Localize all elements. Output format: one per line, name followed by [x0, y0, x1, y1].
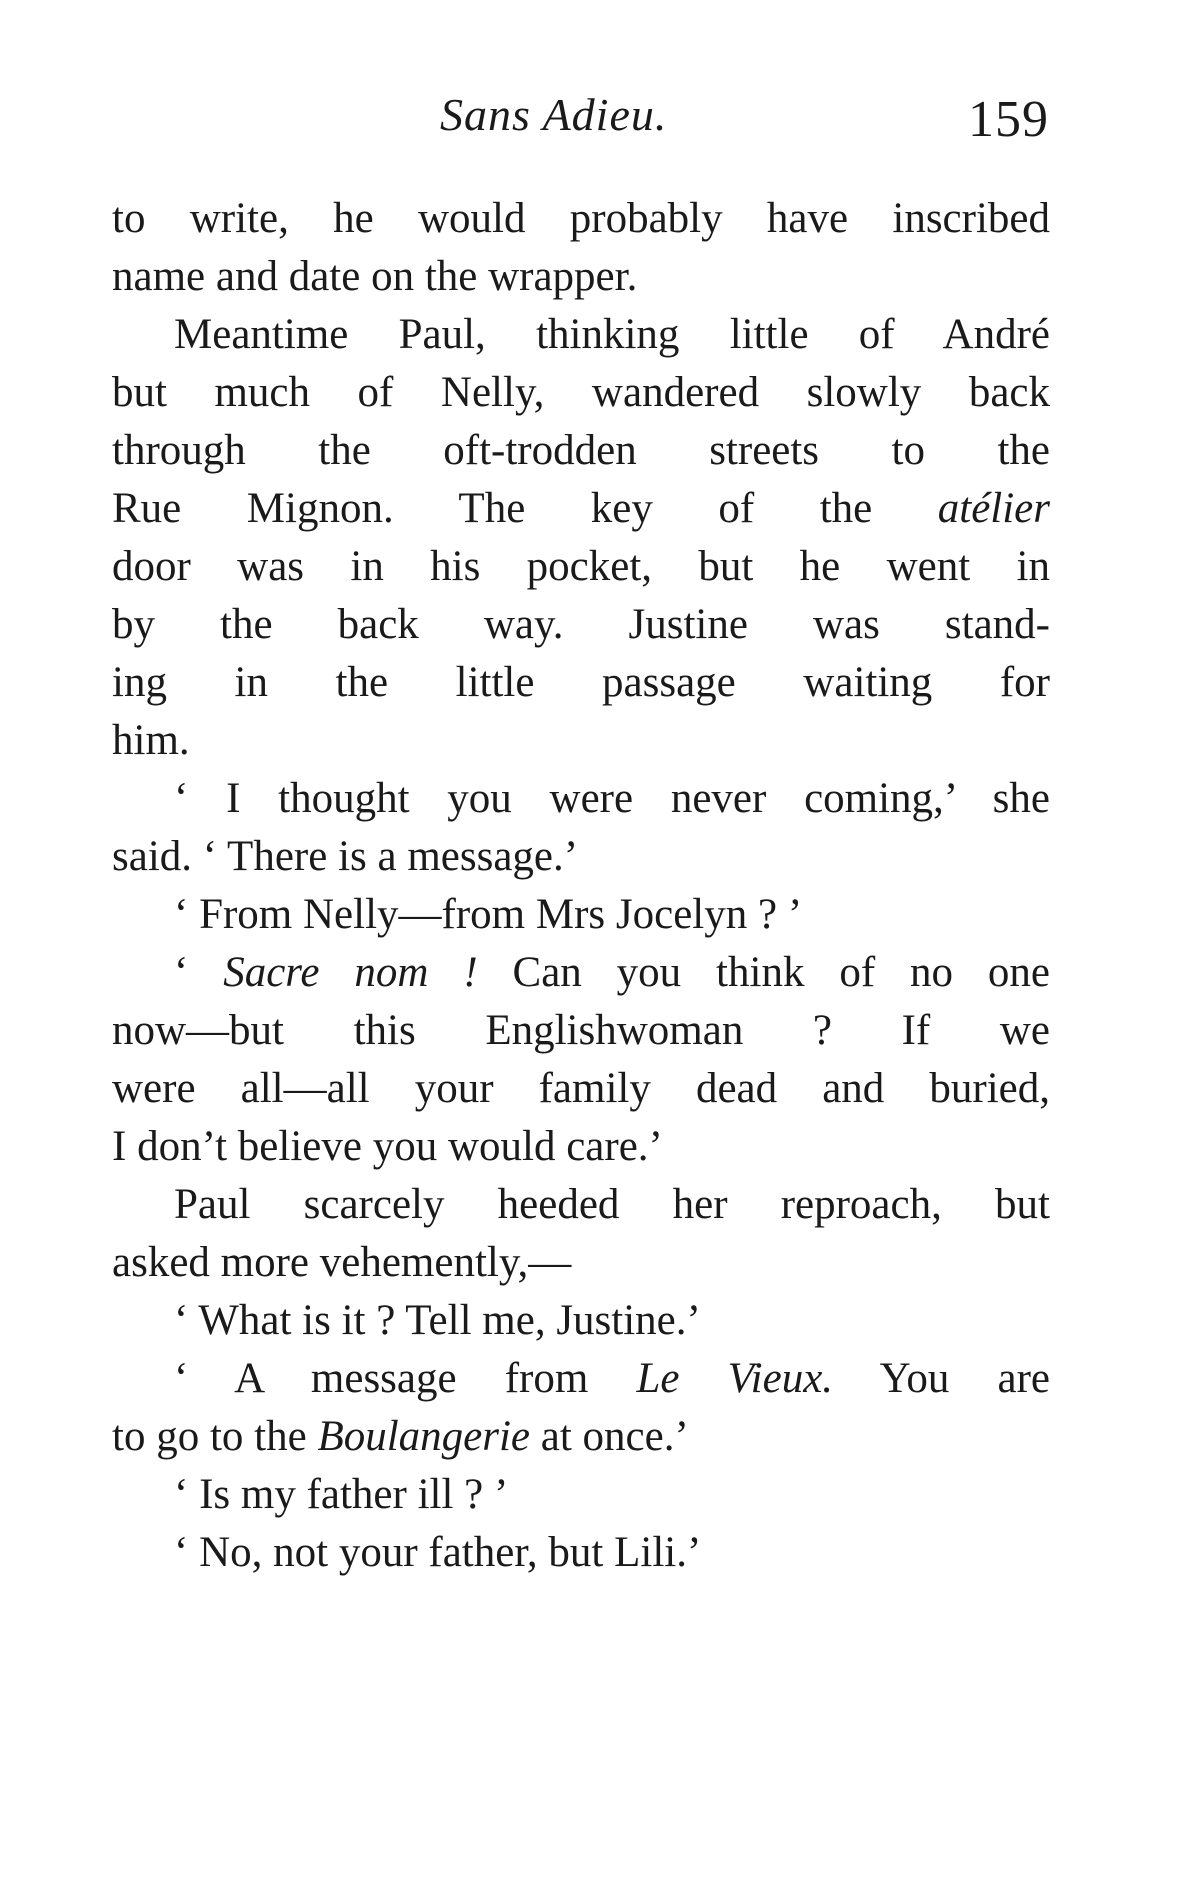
text-line: door was in his pocket, but he went in [112, 543, 1050, 590]
text-line: ‘ From Nelly—from Mrs Jocelyn ? ’ [174, 891, 803, 938]
text-line: Meantime Paul, thinking little of André [174, 311, 1050, 358]
text-line: name and date on the wrapper. [112, 253, 638, 300]
running-title: Sans Adieu. [440, 89, 668, 140]
text-line: but much of Nelly, wandered slowly back [112, 369, 1050, 416]
text-line: Rue Mignon. The key of the atélier [112, 485, 1050, 532]
text-line: ‘ No, not your father, but Lili.’ [174, 1529, 702, 1576]
text-line: him. [112, 717, 190, 764]
italic-word: Boulangerie [317, 1413, 531, 1460]
text-line: ‘ Is my father ill ? ’ [174, 1471, 509, 1518]
text-line: ‘ What is it ? Tell me, Justine.’ [174, 1297, 701, 1344]
text-line: asked more vehemently,— [112, 1239, 572, 1286]
italic-phrase: Le Vieux. [636, 1355, 834, 1402]
text-line: said. ‘ There is a message.’ [112, 833, 579, 880]
text-line: by the back way. Justine was stand- [112, 601, 1050, 648]
text-line: I don’t believe you would care.’ [112, 1123, 663, 1170]
italic-phrase: Sacre nom ! [223, 949, 478, 996]
text-line: through the oft-trodden streets to the [112, 427, 1050, 474]
text-line: Paul scarcely heeded her reproach, but [174, 1181, 1050, 1228]
body-text [112, 190, 1050, 1582]
text-line: ‘ A message from Le Vieux. You are [174, 1355, 1050, 1402]
text-line: ‘ I thought you were never coming,’ she [174, 775, 1050, 822]
italic-word: atélier [937, 485, 1050, 532]
text-line: ‘ Sacre nom ! Can you think of no one [174, 949, 1050, 996]
text-line: to go to the Boulangerie at once.’ [112, 1413, 689, 1460]
text-line: now—but this Englishwoman ? If we [112, 1007, 1050, 1054]
text-line: to write, he would probably have inscribed [112, 195, 1050, 242]
text-line: were all—all your family dead and buried, [112, 1065, 1050, 1112]
text-line: ing in the little passage waiting for [112, 659, 1050, 706]
page-number: 159 [968, 91, 1049, 148]
